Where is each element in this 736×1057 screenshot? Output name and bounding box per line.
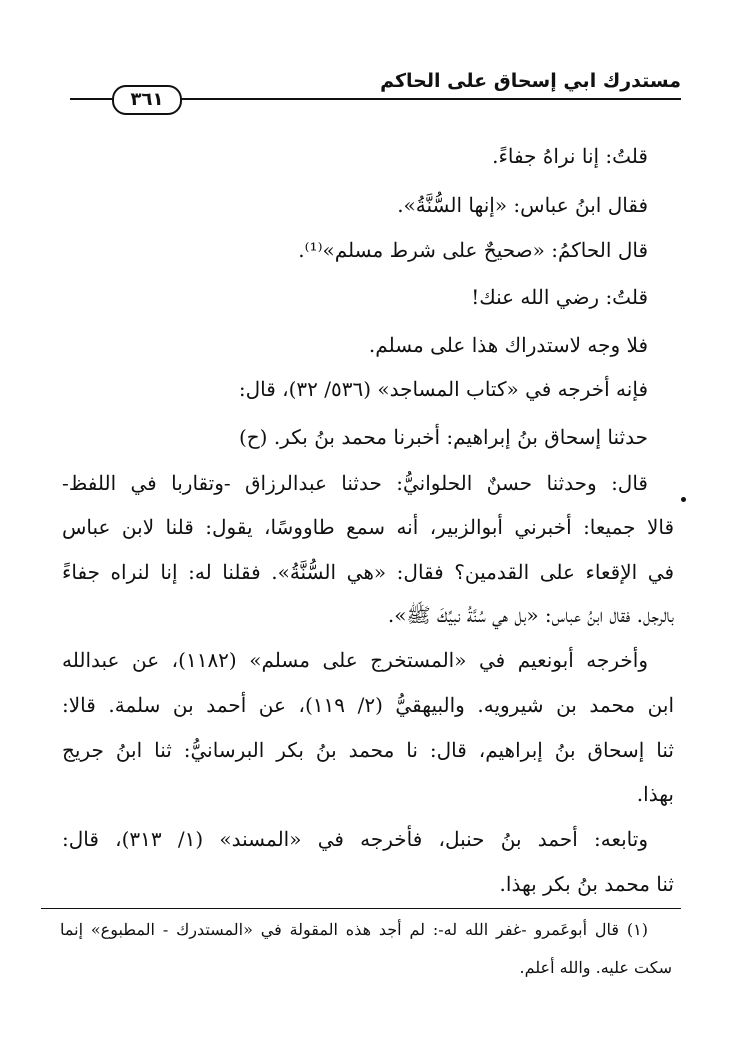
text-line: بهذا. xyxy=(636,782,674,806)
footnote-line: سكت عليه. والله أعلم. xyxy=(519,958,672,977)
text-line: وأخرجه أبونعيم في «المستخرج على مسلم» (١١٨٢)، عن عبدالله xyxy=(62,648,648,672)
text-line: ثنا محمد بنُ بكر بهذا. xyxy=(499,872,674,896)
text-line: قال: وحدثنا حسنٌ الحلوانيُّ: حدثنا عبدالرزاق -وتقاربا في اللفظ- xyxy=(62,471,648,495)
text-line: ثنا إسحاق بنُ إبراهيم، قال: نا محمد بنُ بكر البرسانيُّ: ثنا ابنُ جريج xyxy=(62,738,674,762)
text-line: بالرجل. فقال ابنُ عباس: «بل هي سُنَّةُ نبيِّكَ ﷺ». xyxy=(387,603,674,627)
margin-dot xyxy=(681,497,686,502)
text-line: قلتُ: رضي الله عنك! xyxy=(471,285,648,309)
text-line: قلتُ: إنا نراهُ جفاءً. xyxy=(492,144,648,168)
text-line: ابن محمد بن شيرويه. والبيهقيُّ (٢/ ١١٩)، عن أحمد بن سلمة. قالا: xyxy=(62,693,674,717)
text-line: فإنه أخرجه في «كتاب المساجد» (٥٣٦/ ٣٢)، قال: xyxy=(238,377,648,401)
text-line: فقال ابنُ عباس: «إنها السُّنَّةُ». xyxy=(397,193,648,217)
running-title: مستدرك ابي إسحاق على الحاكم xyxy=(380,70,681,92)
text-line: حدثنا إسحاق بنُ إبراهيم: أخبرنا محمد بنُ بكر. (ح) xyxy=(238,425,648,449)
text-line: قالا جميعا: أخبرني أبوالزبير، أنه سمع طاووسًا، يقول: قلنا لابن عباس xyxy=(62,515,675,539)
footnote-rule xyxy=(41,908,681,909)
page-number: ٣٦١ xyxy=(112,85,182,115)
text-line: قال الحاكمُ: «صحيحٌ على شرط مسلم»⁽¹⁾. xyxy=(298,238,648,262)
text-line: فلا وجه لاستدراك هذا على مسلم. xyxy=(368,333,648,357)
text-line: وتابعه: أحمد بنُ حنبل، فأخرجه في «المسند» (١/ ٣١٣)، قال: xyxy=(62,827,648,851)
footnote-line: (١) قال أبوعَمرو -غفر الله له-: لم أجد هذه المقولة في «المستدرك - المطبوع» إنما xyxy=(60,920,648,939)
text-line: في الإقعاء على القدمين؟ فقال: «هي السُّنَّةُ». فقلنا له: إنا لنراه جفاءً xyxy=(62,560,674,584)
